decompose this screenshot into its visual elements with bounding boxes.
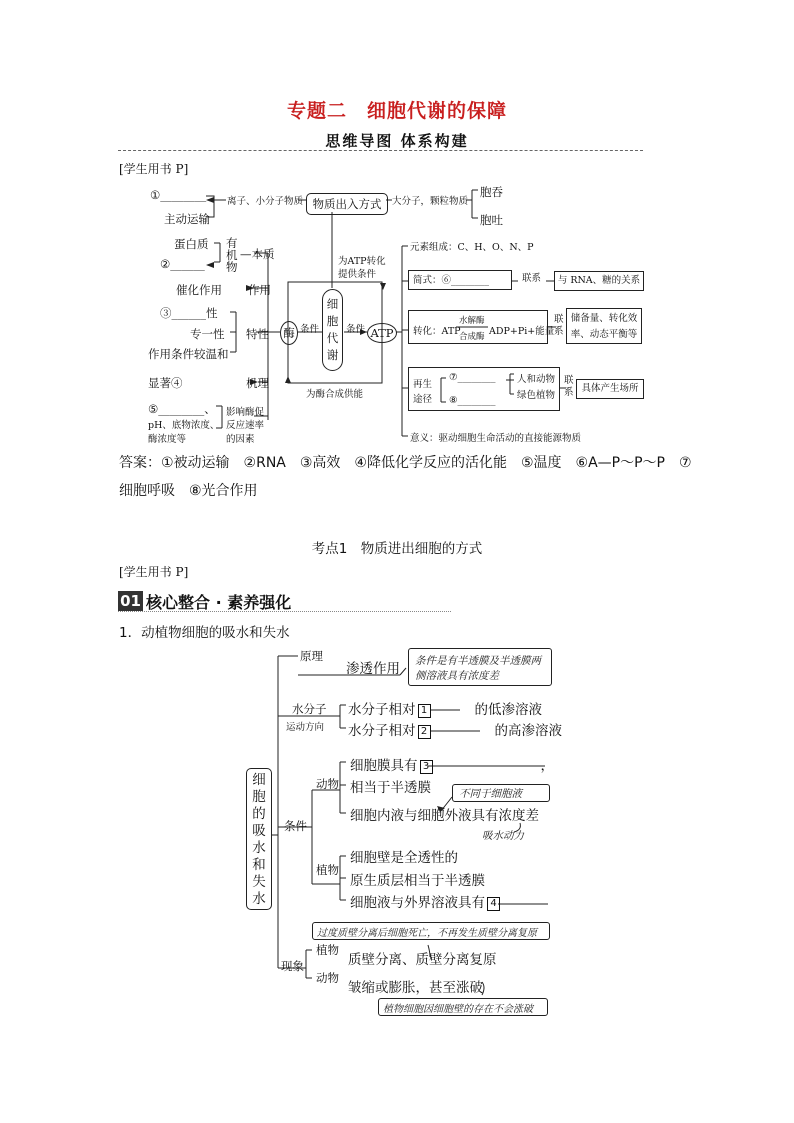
answer-line-2: 细胞呼吸 ⑧光合作用	[119, 483, 258, 499]
enzyme-circle: 酶	[280, 321, 298, 345]
organic-char-1: 有	[226, 236, 238, 250]
book-ref: [学生用书 P]	[119, 162, 189, 176]
water-label-1: 水分子	[292, 702, 327, 716]
tree-root-box	[246, 768, 272, 910]
note-1-line-2: 侧溶液具有浓度差	[415, 670, 499, 682]
water-label-2: 运动方向	[286, 722, 325, 733]
osmosis: 渗透作用	[346, 661, 400, 677]
section-item: 1．动植物细胞的吸水和失水	[119, 625, 290, 641]
ph-line: pH、底物浓度、	[148, 420, 220, 431]
enzyme-conc: 酶浓度等	[148, 434, 187, 445]
relation2-char-2: 系	[554, 326, 564, 337]
root-char-2: 胞	[252, 789, 266, 805]
blank-box-1: 1	[418, 704, 431, 718]
affect-2: 反应速率	[226, 420, 265, 431]
blank-box-2: 2	[418, 725, 431, 739]
plant-2: 原生质层相当于半透膜	[350, 873, 485, 889]
plant-label: 植物	[316, 863, 339, 877]
plant-3	[350, 891, 500, 911]
organelle-box: 具体产生场所	[576, 379, 644, 399]
affect-1: 影响酶促	[226, 407, 265, 418]
plant-1: 细胞壁是全透性的	[350, 850, 458, 866]
relation3-char-1: 联	[564, 375, 574, 386]
note-4-text: 过度质壁分离后细胞死亡，不再发生质壁分离复原	[317, 928, 537, 939]
organic-char-2: 机	[226, 248, 238, 262]
section-title: 考点1 物质进出细胞的方式	[311, 541, 483, 557]
condition-left: 条件	[300, 324, 320, 335]
regen-2: 途径	[413, 394, 433, 405]
animal-label: 动物	[316, 777, 339, 791]
section-heading: 核心整合 · 素养强化	[146, 593, 292, 612]
mild-condition: 作用条件较温和	[148, 347, 229, 361]
trait-label: 特性	[246, 327, 269, 341]
water-a-post: 的低渗溶液	[474, 702, 542, 718]
principle-label: 原理	[300, 649, 323, 663]
water-a-pre: 水分子相对	[348, 702, 416, 718]
convert-prefix: 转化：ATP	[413, 326, 461, 337]
page-title: 专题二 细胞代谢的保障	[286, 100, 507, 122]
protein: 蛋白质	[174, 237, 209, 251]
synthase: 合成酶	[459, 332, 485, 342]
page-subtitle: 思维导图 体系构建	[325, 132, 469, 150]
note-1-line-1: 条件是有半透膜及半透膜两	[415, 655, 541, 667]
meaning: 意义：驱动细胞生命活动的直接能源物质	[410, 433, 582, 444]
note-2-box	[452, 784, 550, 802]
essence-label: —本质	[240, 247, 275, 261]
root-char-5: 水	[252, 840, 266, 856]
transport-box: 物质出入方式	[306, 193, 388, 215]
for-enzyme: 为酶合成供能	[306, 389, 364, 400]
water-b-post: 的高渗溶液	[494, 723, 562, 739]
note-1-box	[408, 648, 552, 686]
blank-1: ①________	[150, 188, 207, 202]
essence-text: 本质	[251, 247, 275, 261]
catalysis: 催化作用	[176, 283, 222, 297]
root-char-3: 的	[252, 806, 266, 822]
animal-3: 细胞内液与细胞外液具有浓度差	[350, 808, 539, 824]
blank-7: ⑦________	[449, 372, 496, 383]
note-2-text: 不同于细胞液	[459, 788, 522, 800]
phen-plant-text: 质壁分离、质壁分离复原	[348, 952, 497, 968]
plant-3-pre: 细胞液与外界溶液具有	[350, 895, 485, 911]
animal-1	[350, 754, 554, 774]
for-atp-2: 提供条件	[338, 269, 377, 280]
blank-5: ⑤________、	[148, 402, 216, 416]
phenomenon-label: 现象	[281, 959, 304, 973]
condition-right: 条件	[346, 324, 366, 335]
animal-1-comma: ，	[540, 758, 554, 774]
green-plant: 绿色植物	[517, 390, 556, 401]
animal-1-pre: 细胞膜具有	[350, 758, 418, 774]
blank-8: ⑧________	[449, 395, 496, 406]
small-molecule-label: 离子、小分子物质	[227, 196, 304, 207]
organic-char-3: 物	[226, 260, 238, 274]
blank-box-3: 3	[420, 760, 433, 774]
formula-box: 简式：⑥________	[408, 270, 512, 290]
root-char-4: 吸	[252, 823, 266, 839]
blank-box-4: 4	[487, 897, 500, 911]
metabolism-char-3: 代	[326, 331, 339, 345]
note-5-text: 植物细胞因细胞壁的存在不会涨破	[383, 1004, 533, 1015]
relation2-char-1: 联	[554, 314, 564, 325]
root-char-1: 细	[252, 772, 266, 788]
endocytosis: 胞吞	[480, 185, 503, 199]
phen-animal-label: 动物	[316, 971, 339, 985]
root-char-8: 水	[252, 891, 266, 907]
hydrolase: 水解酶	[459, 316, 485, 326]
section-badge: 01	[118, 591, 143, 611]
phen-plant-label: 植物	[316, 943, 339, 957]
animal-2: 相当于半透膜	[350, 780, 431, 796]
mechanism-label: 机理	[246, 376, 269, 390]
affect-3: 的因素	[226, 434, 255, 445]
human-animal: 人和动物	[517, 374, 556, 385]
blank-3: ③______性	[160, 306, 218, 320]
section-book-ref: [学生用书 P]	[119, 565, 189, 579]
storage-line-1: 储备量、转化效	[570, 313, 638, 324]
active-transport: 主动运输	[164, 212, 210, 226]
elements: 元素组成：C、H、O、N、P	[410, 242, 534, 253]
atp-circle: ATP	[367, 323, 397, 343]
condition-label: 条件	[284, 819, 307, 833]
regen-1: 再生	[413, 379, 433, 390]
metabolism-char-4: 谢	[326, 348, 339, 362]
blank-2: ②______	[160, 257, 205, 271]
water-a	[348, 698, 542, 718]
note-4-box	[312, 922, 550, 940]
note-5-box	[378, 998, 548, 1016]
for-atp-1: 为ATP转化	[338, 256, 386, 267]
relation3-char-2: 系	[564, 387, 574, 398]
large-molecule-label: 大分子，颗粒物质	[392, 196, 469, 207]
root-char-7: 失	[252, 874, 266, 890]
significant-blank-4: 显著④	[148, 376, 183, 390]
rna-relation-box: 与 RNA、糖的关系	[554, 271, 644, 291]
relation-label: 联系	[522, 273, 542, 284]
specificity: 专一性	[190, 327, 225, 341]
answer-line-1: 答案：①被动运输 ②RNA ③高效 ④降低化学反应的活化能 ⑤温度 ⑥A—P～P～P ⑦	[119, 455, 692, 471]
root-char-6: 和	[252, 857, 266, 873]
water-b	[348, 719, 562, 739]
exocytosis: 胞吐	[480, 213, 503, 227]
storage-line-2: 率、动态平衡等	[570, 329, 638, 340]
note-3-text: 吸水动力	[482, 830, 524, 842]
role-label: 作用	[248, 283, 271, 297]
convert-suffix: ADP+Pi+能量	[489, 326, 555, 337]
metabolism-char-1: 细	[326, 297, 339, 311]
metabolism-char-2: 胞	[326, 314, 339, 328]
phen-animal-text: 皱缩或膨胀，甚至涨破	[348, 980, 483, 996]
water-b-pre: 水分子相对	[348, 723, 416, 739]
